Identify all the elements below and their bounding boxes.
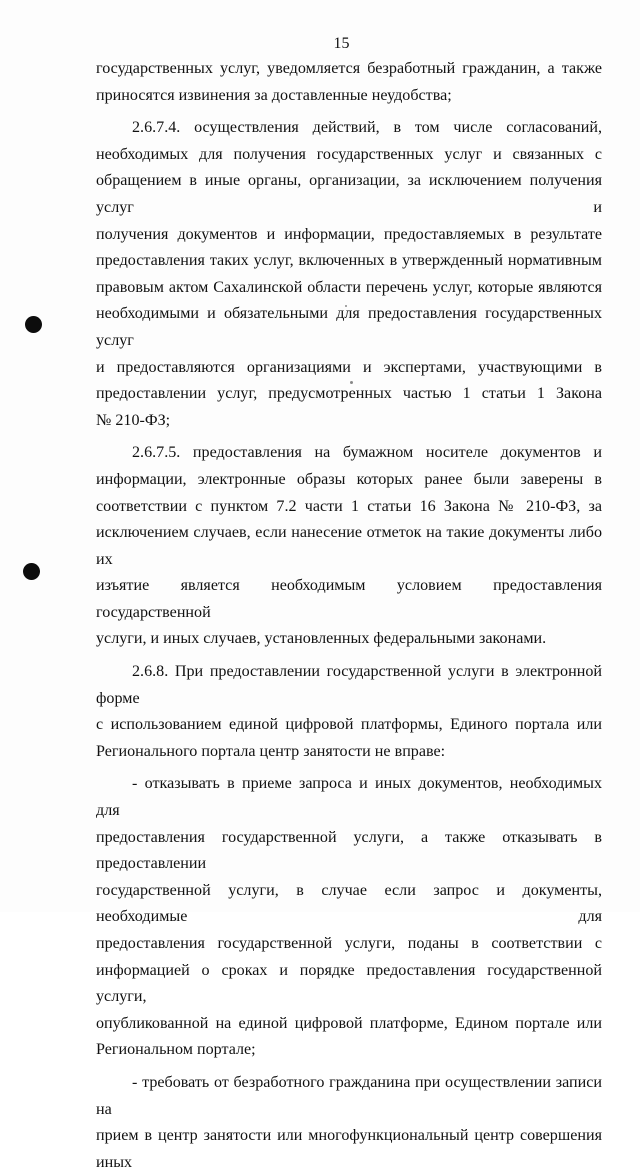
paragraph-clause-2-6-7-4 <box>96 115 602 142</box>
text-line: приносятся извинения за доставленные неудобства; <box>96 86 452 104</box>
text-line: опубликованной на единой цифровой платформе, Едином портале или <box>96 1014 602 1032</box>
paragraph <box>96 739 602 766</box>
paragraph <box>96 168 602 221</box>
paragraph <box>96 275 602 302</box>
paragraph <box>96 467 602 494</box>
list-item-dash <box>96 771 602 824</box>
list-item-dash <box>96 1070 602 1123</box>
text-line: предоставления государственной услуги, а также отказывать в предоставлении <box>96 828 602 873</box>
text-line: с использованием единой цифровой платформы, Единого портала или <box>96 716 602 734</box>
text-line: прием в центр занятости или многофункциональный центр совершения иных <box>96 1127 602 1171</box>
punch-hole-mark <box>25 316 42 333</box>
paragraph <box>96 626 602 653</box>
text-line: необходимых для получения государственных услуг и связанных с <box>96 145 602 163</box>
text-line: - требовать от безработного гражданина при осуществлении записи на <box>96 1073 602 1118</box>
paragraph <box>96 408 602 435</box>
paragraph-clause-2-6-7-5 <box>96 440 602 467</box>
text-line: государственной услуги, в случае если запрос и документы, необходимые для <box>96 881 602 926</box>
punch-hole-mark <box>23 563 40 580</box>
paragraph <box>96 355 602 382</box>
text-line: Региональном портале; <box>96 1041 256 1059</box>
paragraph <box>96 381 602 408</box>
text-line: предоставления государственной услуги, поданы в соответствии с <box>96 935 602 952</box>
text-line: и предоставляются организациями и экспертами, участвующими в <box>96 358 602 376</box>
text-line: получения документов и информации, предоставляемых в результате <box>96 225 602 243</box>
text-line: правовым актом Сахалинской области перечень услуг, которые являются <box>96 278 602 296</box>
paragraph <box>96 494 602 521</box>
text-line: государственных услуг, уведомляется безработный гражданин, а также <box>96 60 602 77</box>
paragraph-clause-2-6-8 <box>96 659 602 712</box>
text-line: информации, электронные образы которых ранее были заверены в <box>96 470 602 488</box>
paragraph <box>96 142 602 169</box>
paragraph <box>96 1011 602 1038</box>
paragraph <box>96 712 602 739</box>
text-line: соответствии с пунктом 7.2 части 1 статьи 16 Закона № 210-ФЗ, за <box>96 497 602 515</box>
paragraph <box>96 958 602 1011</box>
text-line: 2.6.8. При предоставлении государственной услуги в электронной форме <box>96 663 602 707</box>
document-body <box>96 56 602 1176</box>
text-line: - отказывать в приеме запроса и иных документов, необходимых для <box>96 775 602 820</box>
paragraph <box>96 83 602 110</box>
paragraph <box>96 1037 602 1064</box>
text-line: услуги, и иных случаев, установленных федеральными законами. <box>96 630 547 648</box>
paragraph <box>96 878 602 931</box>
text-line: 2.6.7.4. осуществления действий, в том числе согласований, <box>132 119 602 137</box>
text-line: необходимыми и обязательными для предоставления государственных услуг <box>96 305 602 349</box>
paragraph <box>96 520 602 573</box>
text-line: изъятие является необходимым условием предоставления государственной <box>96 577 602 621</box>
paragraph <box>96 573 602 626</box>
text-line: 2.6.7.5. предоставления на бумажном носителе документов и <box>132 444 602 462</box>
paragraph <box>96 1123 602 1176</box>
text-line: информацией о сроках и порядке предоставления государственной услуги, <box>96 961 602 1006</box>
text-line: предоставлении услуг, предусмотренных частью 1 статьи 1 Закона <box>96 385 602 403</box>
paragraph <box>96 56 602 83</box>
paragraph <box>96 931 602 958</box>
page-number: 15 <box>333 35 350 52</box>
paragraph <box>96 248 602 275</box>
paragraph <box>96 825 602 878</box>
text-line: предоставления таких услуг, включенных в утвержденный нормативным <box>96 252 602 270</box>
text-line: исключением случаев, если нанесение отметок на такие документы либо их <box>96 524 602 568</box>
text-line: обращением в иные органы, организации, за исключением получения услуг и <box>96 172 602 216</box>
paragraph <box>96 301 602 354</box>
text-line: Регионального портала центр занятости не вправе: <box>96 742 446 760</box>
text-line: № 210-ФЗ; <box>96 411 171 429</box>
paragraph <box>96 222 602 249</box>
